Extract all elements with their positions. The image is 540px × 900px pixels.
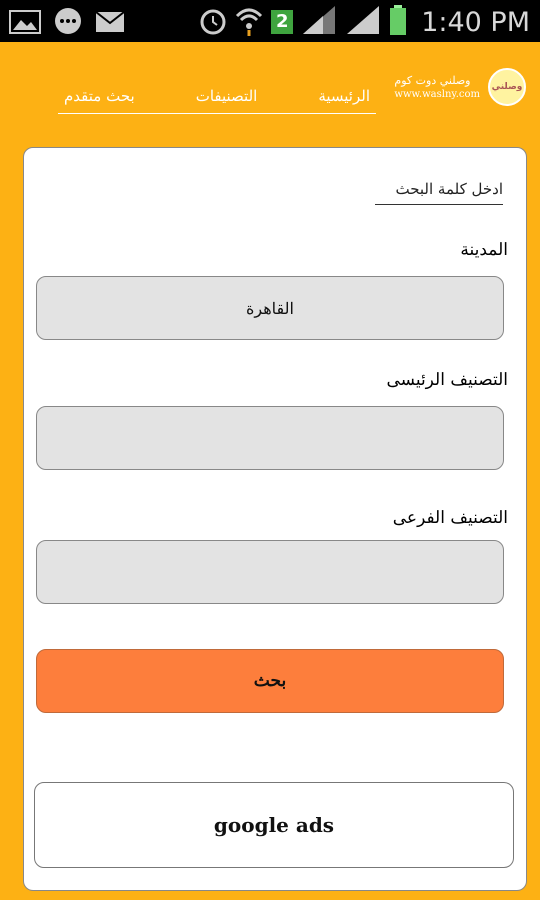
battery-icon — [389, 4, 407, 40]
logo-icon: وصلني — [488, 68, 526, 106]
mail-icon — [94, 9, 126, 39]
clock: 1:40 PM — [421, 6, 530, 38]
sub-category-label: التصنيف الفرعى — [392, 508, 508, 528]
chat-bubble-icon — [52, 6, 84, 42]
status-bar — [0, 0, 540, 42]
logo-url: www.waslny.com — [394, 89, 480, 100]
city-label: المدينة — [460, 240, 508, 260]
status-right-icons — [199, 4, 530, 40]
main-category-select[interactable] — [36, 406, 504, 470]
app-header — [0, 42, 540, 132]
signal-icon — [301, 4, 337, 40]
nav-home[interactable]: الرئيسية — [318, 87, 370, 105]
logo-arabic: وصلني دوت كوم — [394, 74, 471, 87]
gallery-icon — [8, 8, 42, 40]
sub-category-select[interactable] — [36, 540, 504, 604]
nav-categories[interactable]: التصنيفات — [195, 87, 258, 105]
logo[interactable] — [394, 68, 526, 106]
nav-advanced-search[interactable]: بحث متقدم — [64, 87, 135, 105]
nav-bar — [58, 87, 376, 114]
city-select[interactable]: القاهرة — [36, 276, 504, 340]
notification-badge: 2 — [271, 10, 293, 34]
search-keyword-label[interactable]: ادخل كلمة البحث — [375, 180, 503, 205]
signal-icon-2 — [345, 4, 381, 40]
main-category-label: التصنيف الرئيسى — [386, 370, 508, 390]
google-ads-banner[interactable]: google ads — [34, 782, 514, 868]
search-button[interactable]: بحث — [36, 649, 504, 713]
logo-text — [394, 74, 480, 100]
status-left-icons — [8, 6, 126, 42]
search-card — [23, 147, 527, 891]
alarm-icon — [199, 4, 227, 40]
wifi-icon — [235, 4, 263, 40]
